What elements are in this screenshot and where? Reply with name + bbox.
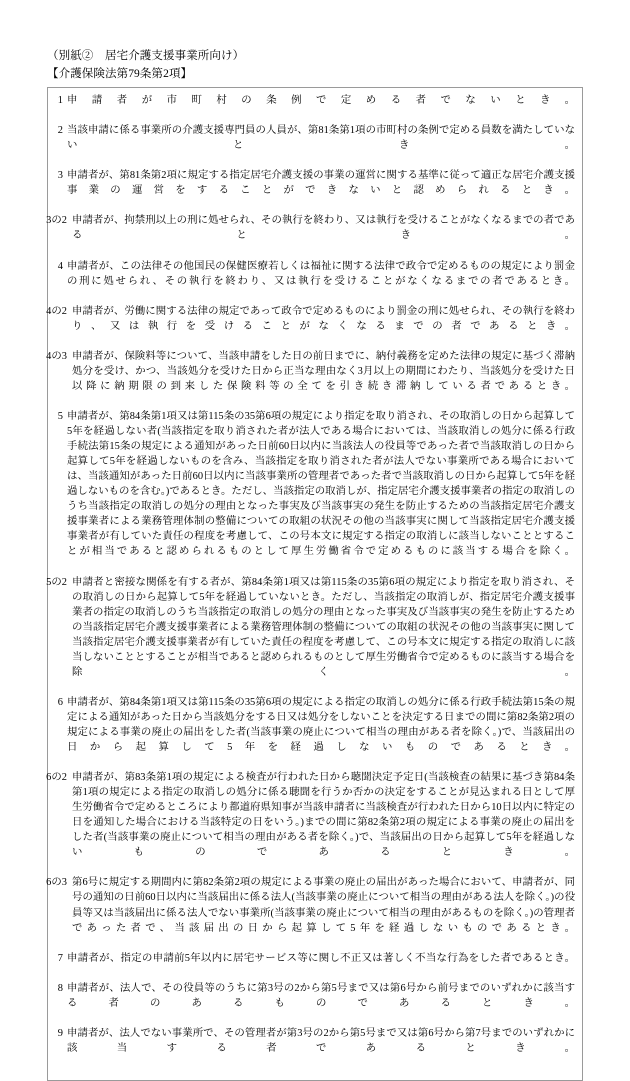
clause-marker: 4の3 — [46, 350, 67, 362]
clause-marker: 5の2 — [46, 576, 67, 588]
clause-text: 申請者が、第84条第1項又は第115条の35第6項の規定による指定の取消しの処分に係る行政手続法第15条の規定による通知があった日から当該処分をする日又は処分をしないことを決定する日までの間に第82条第2項の規定による事業の廃止の届出をした者(当該事業の廃止について相当の理由がある者を除く。)で、当該届出の日から起算して5年を経過しないものであるとき。 — [67, 696, 575, 754]
clause-marker: 1 — [57, 95, 63, 106]
document-heading: （別紙② 居宅介護支援事業所向け） — [47, 50, 245, 62]
clause-text: 当該申請に係る事業所の介護支援専門員の人員が、第81条第1項の市町村の条例で定める員数を満たしていないとき。 — [67, 125, 575, 152]
clause-marker: 7 — [57, 952, 63, 964]
document-subheading: 【介護保険法第79条第2項】 — [47, 68, 193, 80]
clause-marker: 4の2 — [46, 305, 67, 317]
clause-item — [46, 575, 575, 695]
clause-text: 申請者と密接な関係を有する者が、第84条第1項又は第115条の35第6項の規定により指定を取り消され、その取消しの日から起算して5年を経過していないとき。ただし、当該指定の取消しが、指定居宅介護支援事業者の指定の取消しのうち当該指定の取消しの処分の理由となった事実及び当該事実の発生を防止するための当該指定居宅介護支援事業者による業務管理体制の整備についての取組の状況その他の当該事実に関して当該指定居宅介護支援事業者が有していた責任の程度を考慮して、この号本文に規定する指定の取消しに該当しないこととすることが相当であると認められるものとして厚生労働省令で定めるものに該当する場合を除く。 — [72, 576, 575, 678]
clause-marker: 9 — [57, 1027, 63, 1039]
clause-text: 申請者が、法人で、その役員等のうちに第3号の2から第5号まで又は第6号から前号までのいずれかに該当する者のあるものであるとき。 — [67, 982, 575, 1009]
clause-text: 申請者が、拘禁刑以上の刑に処せられ、その執行を終わり、又は執行を受けることがなくなるまでの者であるとき。 — [72, 215, 575, 242]
clause-marker: 3の2 — [46, 215, 67, 227]
clause-text: 第6号に規定する期間内に第82条第2項の規定による事業の廃止の届出があった場合において、申請者が、同号の通知の日前60日以内に当該届出に係る法人(当該事業の廃止について相当の理由がある法人を除く。)の役員等又は当該届出に係る法人でない事業所(当該事業の廃止について相当の理由があるものを除く。)の管理者であった者で、当該届出の日から起算して5年を経過しないものであるとき。 — [72, 877, 575, 934]
clause-item — [46, 213, 575, 258]
clause-item — [46, 770, 575, 875]
clause-text: 申請者が、指定の申請前5年以内に居宅サービス等に関し不正又は著しく不当な行為をした者であるとき。 — [67, 952, 575, 964]
clause-marker: 4 — [57, 260, 63, 272]
clause-marker: 6 — [57, 696, 63, 708]
clause-item — [54, 981, 575, 1026]
clause-item — [46, 875, 575, 950]
clause-text: 申請者が、第81条第2項に規定する指定居宅介護支援の事業の運営に関する基準に従って適正な居宅介護支援事業の運営をすることができないと認められるとき。 — [67, 170, 575, 197]
clause-text: 申請者が、第83条第1項の規定による検査が行われた日から聴聞決定予定日(当該検査の結果に基づき第84条第1項の規定による指定の取消しの処分に係る聴聞を行うか否かの決定をすることが見込まれる日として厚生労働省令で定めるところにより都道府県知事が当該申請者に当該検査が行われた日から10日以内に特定の日を通知した場合における当該特定の日をいう。)までの間に第82条第2項の規定による事業の廃止の届出をした者(当該事業の廃止について相当の理由がある者を除く。)で、当該届出の日から起算して5年を経過しないものであるとき。 — [72, 772, 575, 859]
clause-marker: 6の2 — [46, 772, 67, 784]
clause-list — [46, 93, 575, 1071]
clause-item — [54, 695, 575, 770]
clause-item — [46, 349, 575, 409]
clause-item — [54, 1026, 575, 1071]
clause-marker: 3 — [57, 170, 63, 182]
clause-marker: 5 — [57, 410, 63, 422]
clause-text: 申請者が、保険料等について、当該申請をした日の前日までに、納付義務を定めた法律の規定に基づく滞納処分を受け、かつ、当該処分を受けた日から正当な理由なく3月以上の期間にわたり、当該処分を受けた日以降に納期限の到来した保険料等の全てを引き続き滞納している者であるとき。 — [72, 350, 575, 392]
clause-text: 申請者が、法人でない事業所で、その管理者が第3号の2から第5号まで又は第6号から第7号までのいずれかに該当する者であるとき。 — [67, 1027, 575, 1054]
clause-marker: 2 — [57, 125, 63, 137]
clause-item — [54, 409, 575, 575]
clause-marker: 8 — [57, 982, 63, 994]
clause-item — [54, 259, 575, 304]
clause-text: 申請者が、労働に関する法律の規定であって政令で定めるものにより罰金の刑に処せられ、その執行を終わり、又は執行を受けることがなくなるまでの者であるとき。 — [72, 305, 575, 332]
clause-marker: 6の3 — [46, 877, 67, 889]
clause-item — [54, 93, 575, 123]
clause-text: 申請者が市町村の条例で定める者でないとき。 — [67, 95, 575, 106]
clause-item — [54, 951, 575, 981]
clause-text: 申請者が、この法律その他国民の保健医療若しくは福祉に関する法律で政令で定めるものの規定により罰金の刑に処せられ、その執行を終わり、又は執行を受けることがなくなるまでの者であるとき。 — [67, 260, 575, 287]
clause-item — [54, 168, 575, 213]
clause-box — [47, 87, 583, 1081]
clause-item — [54, 123, 575, 168]
clause-text: 申請者が、第84条第1項又は第115条の35第6項の規定により指定を取り消され、その取消しの日から起算して5年を経過しない者(当該指定を取り消された者が法人である場合においては、当該取消しの処分に係る行政手続法第15条の規定による通知があった日前60日以内に当該法人の役員等であった者で当該取消しの日から起算して5年を経過しないものを含み、当該指定を取り消された者が法人でない事業所である場合においては、当該通知があった日前60日以内に当該事業所の管理者であった者で当該取消しの日から起算して5年を経過しないものを含む。)であるとき。ただし、当該指定の取消しが、指定居宅介護支援事業者の指定の取消しのうち当該指定の取消しの処分の理由となった事実及び当該事実の発生を防止するための当該指定居宅介護支援事業者による業務管理体制の整備についての取組の状況その他の当該事実に関して当該指定居宅介護支援事業者が有していた責任の程度を考慮して、この号本文に規定する指定の取消しに該当しないこととすることが相当であると認められるものとして厚生労働省令で定めるものに該当する場合を除く。 — [67, 410, 575, 558]
clause-item — [46, 304, 575, 349]
